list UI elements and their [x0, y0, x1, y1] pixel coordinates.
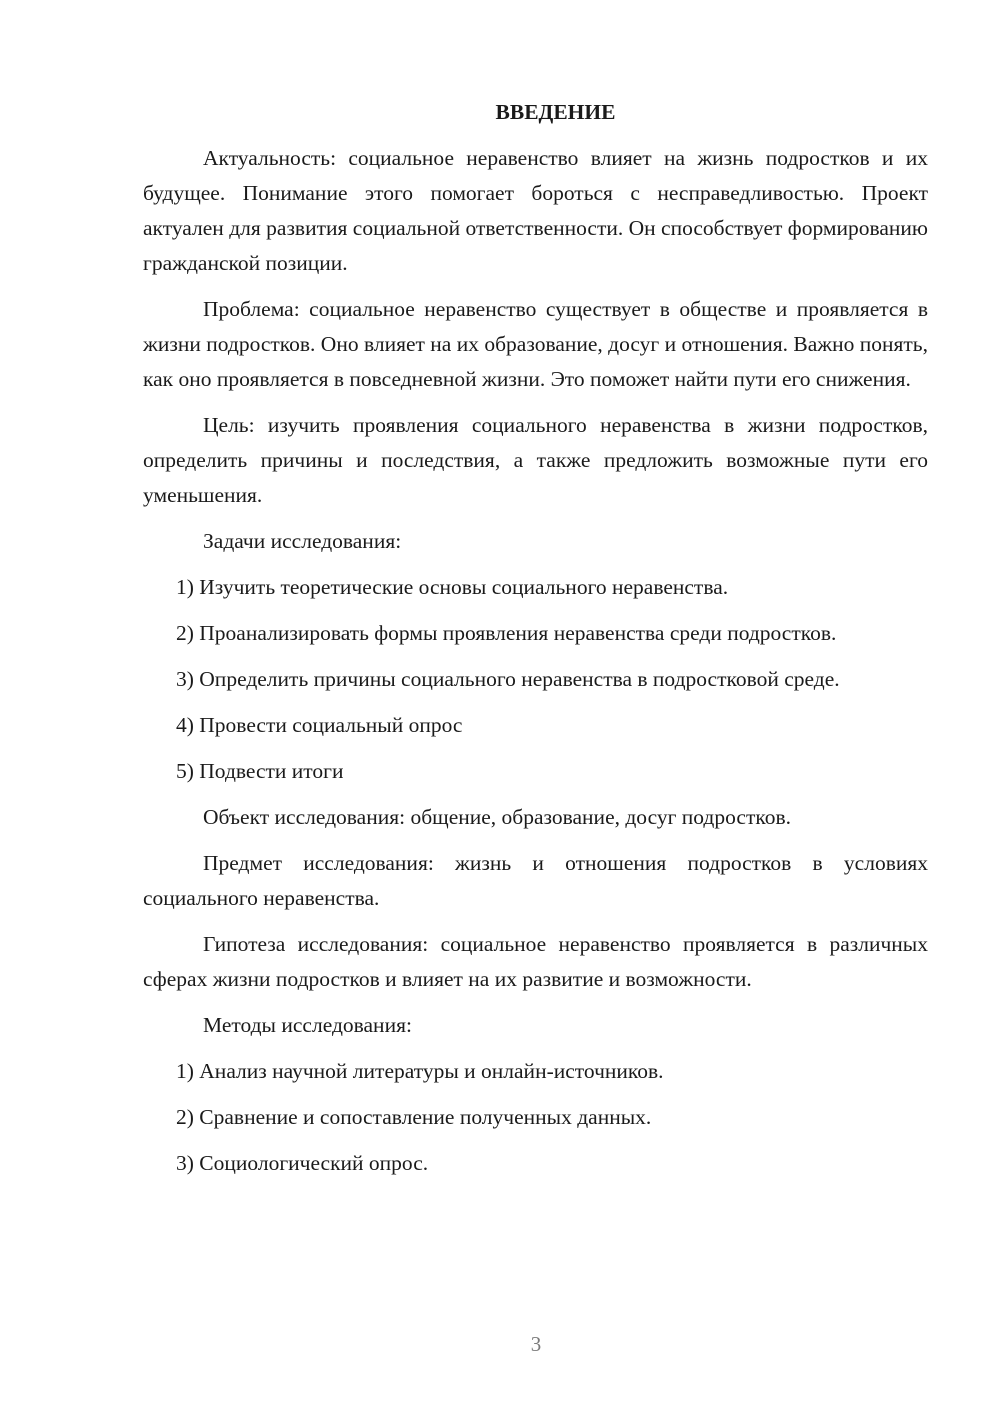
- relevance-paragraph: Актуальность: социальное неравенство влияет на жизнь подростков и их будущее. Понимание этого помогает бороться с несправедливостью. Проект актуален для развития социальной ответственности. Он способствует формированию гражданской позиции.: [143, 146, 928, 275]
- page-number: 3: [530, 1332, 542, 1356]
- section-heading: ВВЕДЕНИЕ: [495, 100, 616, 124]
- subject-paragraph: Предмет исследования: жизнь и отношения подростков в условиях социального неравенства.: [143, 851, 928, 910]
- task-item: 4) Провести социальный опрос: [176, 713, 463, 737]
- tasks-heading: Задачи исследования:: [203, 529, 402, 553]
- goal-paragraph: Цель: изучить проявления социального неравенства в жизни подростков, определить причины и последствия, а также предложить возможные пути его уменьшения.: [143, 413, 928, 507]
- problem-paragraph: Проблема: социальное неравенство существует в обществе и проявляется в жизни подростков. Оно влияет на их образование, досуг и отношения. Важно понять, как оно проявляется в повседневной жизни. Это поможет найти пути его снижения.: [143, 297, 928, 391]
- task-item: 3) Определить причины социального неравенства в подростковой среде.: [176, 667, 840, 691]
- task-item: 1) Изучить теоретические основы социального неравенства.: [176, 575, 729, 599]
- method-item: 2) Сравнение и сопоставление полученных данных.: [176, 1105, 652, 1129]
- task-item: 2) Проанализировать формы проявления неравенства среди подростков.: [176, 621, 837, 645]
- method-item: 1) Анализ научной литературы и онлайн-источников.: [176, 1059, 664, 1083]
- document-body: [143, 95, 928, 1192]
- hypothesis-paragraph: Гипотеза исследования: социальное неравенство проявляется в различных сферах жизни подростков и влияет на их развитие и возможности.: [143, 932, 928, 991]
- methods-heading: Методы исследования:: [203, 1013, 412, 1037]
- task-item: 5) Подвести итоги: [176, 759, 344, 783]
- method-item: 3) Социологический опрос.: [176, 1151, 429, 1175]
- object-paragraph: Объект исследования: общение, образование, досуг подростков.: [203, 805, 791, 829]
